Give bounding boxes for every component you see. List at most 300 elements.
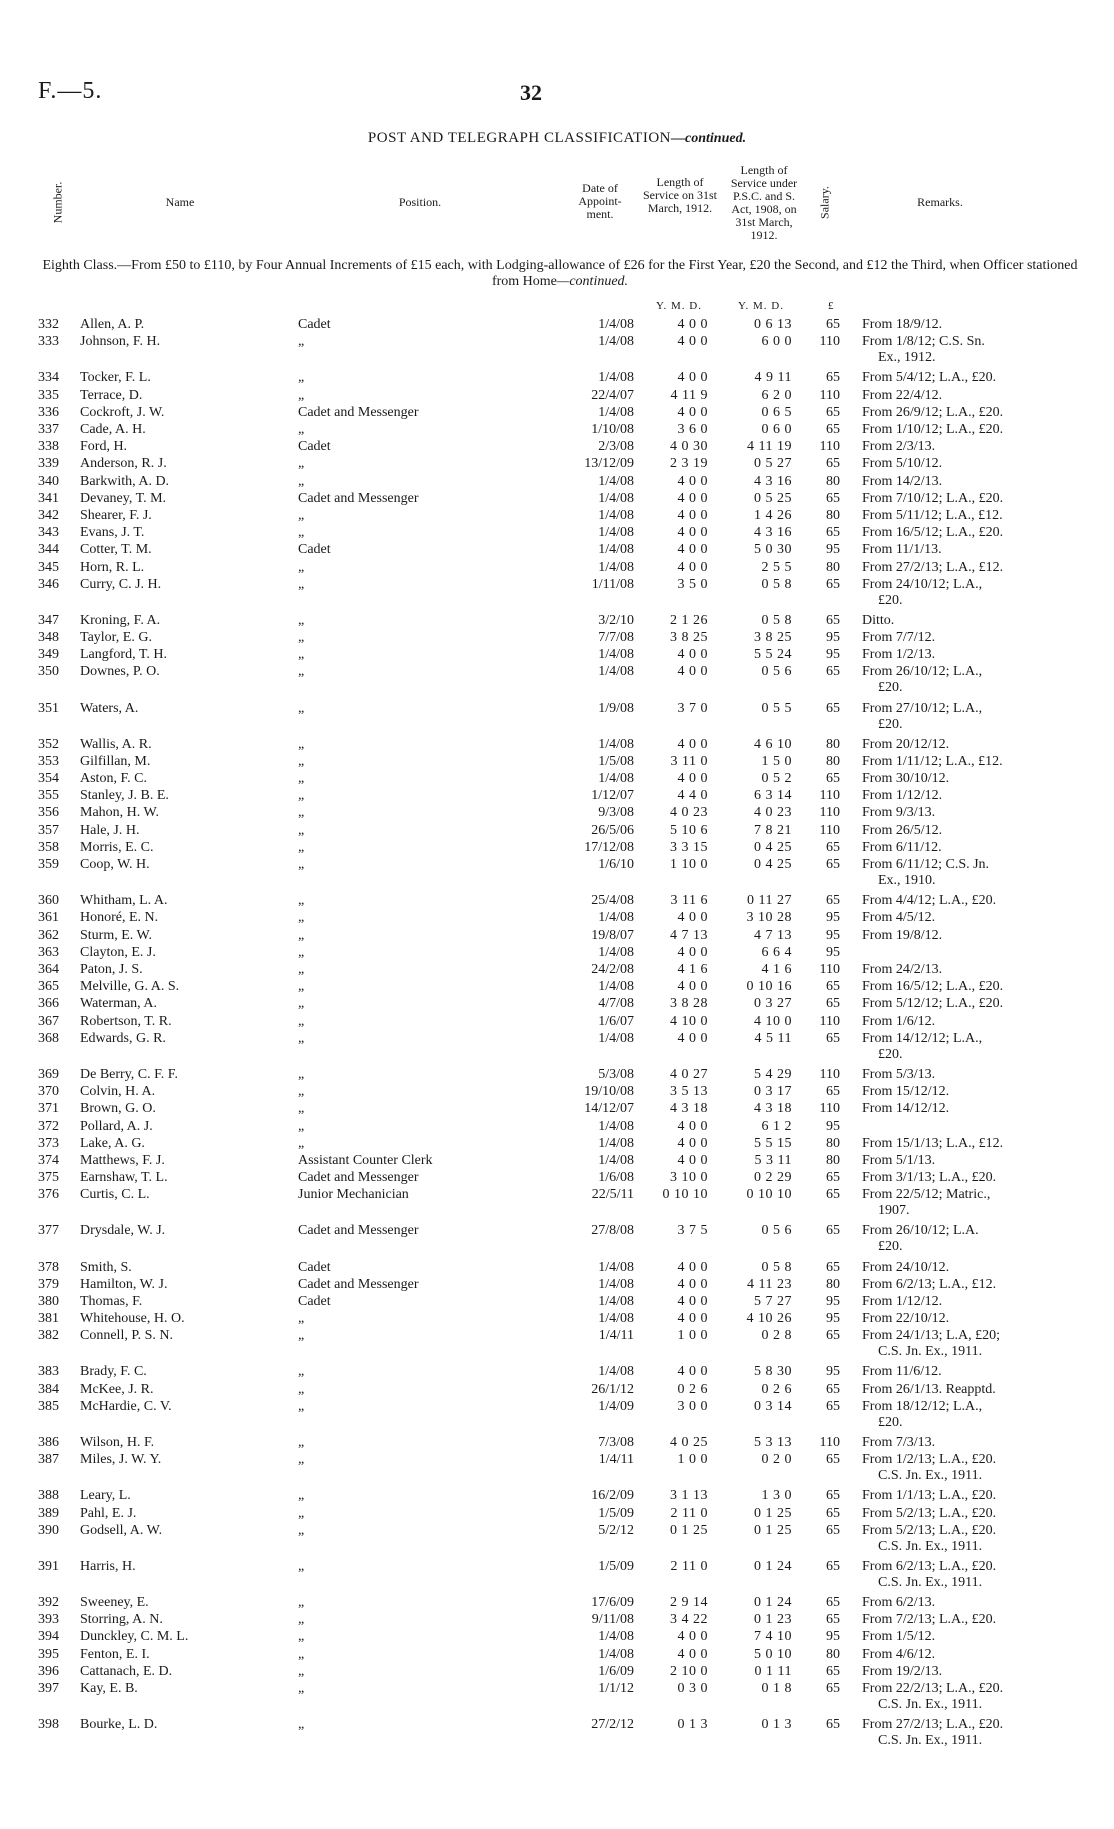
row-salary: 95 bbox=[826, 1629, 840, 1645]
row-number: 365 bbox=[38, 979, 59, 995]
row-service: 3 11 0 bbox=[670, 753, 708, 769]
row-remarks: From 5/3/13. bbox=[862, 1066, 936, 1082]
row-number: 379 bbox=[38, 1276, 59, 1292]
row-date: 1/6/08 bbox=[598, 1170, 634, 1186]
row-position: „ bbox=[298, 771, 305, 787]
row-number: 377 bbox=[38, 1223, 59, 1239]
row-service: 2 11 0 bbox=[670, 1558, 708, 1574]
row-service: 4 1 6 bbox=[677, 962, 708, 977]
row-service-psc: 1 4 26 bbox=[754, 507, 792, 523]
row-service: 3 5 13 bbox=[670, 1084, 708, 1100]
row-salary: 65 bbox=[826, 700, 840, 716]
row-salary: 110 bbox=[819, 962, 840, 977]
row-remarks-continued: £20. bbox=[878, 1046, 903, 1062]
row-salary: 65 bbox=[826, 1680, 840, 1696]
row-service: 4 0 0 bbox=[677, 507, 708, 523]
row-name: Connell, P. S. N. bbox=[80, 1328, 173, 1344]
row-salary: 110 bbox=[819, 1101, 840, 1117]
row-date: 1/4/09 bbox=[598, 1398, 634, 1414]
row-service-psc: 5 0 10 bbox=[754, 1646, 792, 1662]
row-service: 4 0 0 bbox=[677, 525, 708, 541]
row-name: Hamilton, W. J. bbox=[80, 1276, 168, 1292]
row-date: 13/12/09 bbox=[584, 456, 634, 472]
row-position: Junior Mechanician bbox=[298, 1187, 409, 1203]
column-header-position: Position. bbox=[398, 195, 442, 209]
row-service: 3 10 0 bbox=[670, 1170, 708, 1186]
row-number: 334 bbox=[38, 370, 59, 386]
row-service-psc: 4 11 19 bbox=[747, 439, 792, 455]
row-number: 349 bbox=[38, 647, 59, 663]
row-date: 9/11/08 bbox=[591, 1612, 634, 1628]
row-service: 4 0 23 bbox=[670, 805, 708, 821]
row-date: 1/4/08 bbox=[598, 944, 634, 960]
row-service: 4 0 0 bbox=[677, 1259, 708, 1275]
row-service: 4 0 0 bbox=[677, 1118, 708, 1134]
row-date: 1/4/08 bbox=[598, 404, 634, 420]
row-position: „ bbox=[298, 421, 305, 437]
row-remarks: From 6/2/13; L.A., £12. bbox=[862, 1276, 997, 1292]
row-remarks: From 15/12/12. bbox=[862, 1084, 950, 1100]
row-number: 374 bbox=[38, 1152, 59, 1168]
row-service-psc: 0 1 24 bbox=[754, 1558, 792, 1574]
row-name: Wilson, H. F. bbox=[80, 1435, 155, 1450]
row-service: 3 11 6 bbox=[670, 893, 708, 909]
row-service: 3 8 25 bbox=[670, 630, 708, 646]
row-number: 383 bbox=[38, 1364, 59, 1380]
row-position: „ bbox=[298, 559, 305, 575]
row-salary: 65 bbox=[826, 771, 840, 787]
row-name: Waterman, A. bbox=[80, 996, 158, 1012]
row-remarks: From 24/1/13; L.A, £20; bbox=[862, 1328, 1001, 1344]
row-position: „ bbox=[298, 1013, 305, 1029]
salary-pound-label: £ bbox=[828, 300, 835, 312]
row-number: 398 bbox=[38, 1717, 59, 1733]
row-date: 1/5/08 bbox=[598, 753, 634, 769]
row-service-psc: 0 6 0 bbox=[761, 421, 792, 437]
row-service-psc: 0 1 3 bbox=[761, 1717, 792, 1733]
row-remarks: From 16/5/12; L.A., £20. bbox=[862, 979, 1004, 995]
row-service-psc: 0 6 5 bbox=[761, 404, 792, 420]
row-name: Evans, J. T. bbox=[80, 525, 145, 541]
row-position: „ bbox=[298, 1522, 305, 1538]
row-date: 1/12/07 bbox=[591, 788, 634, 804]
row-date: 1/4/08 bbox=[598, 1030, 634, 1046]
row-service: 4 0 0 bbox=[677, 317, 708, 332]
row-position: „ bbox=[298, 1612, 305, 1628]
row-salary: 80 bbox=[826, 1152, 840, 1168]
row-remarks: From 1/1/13; L.A., £20. bbox=[862, 1488, 997, 1504]
row-position: „ bbox=[298, 1066, 305, 1082]
row-service: 4 0 0 bbox=[677, 979, 708, 995]
column-header-remarks: Remarks. bbox=[917, 195, 963, 209]
row-name: Shearer, F. J. bbox=[80, 507, 152, 523]
row-position: „ bbox=[298, 1030, 305, 1046]
row-salary: 65 bbox=[826, 1398, 840, 1414]
row-remarks: From 7/10/12; L.A., £20. bbox=[862, 490, 1004, 506]
row-salary: 110 bbox=[819, 1013, 840, 1029]
row-position: „ bbox=[298, 1505, 305, 1521]
row-service: 4 7 13 bbox=[670, 927, 708, 943]
row-remarks: From 7/3/13. bbox=[862, 1435, 936, 1450]
row-position: „ bbox=[298, 1381, 305, 1397]
row-name: Hale, J. H. bbox=[80, 822, 140, 838]
row-name: Ford, H. bbox=[80, 439, 128, 455]
row-position: Cadet bbox=[298, 317, 331, 332]
row-position: „ bbox=[298, 387, 305, 403]
row-name: Aston, F. C. bbox=[80, 771, 147, 787]
row-position: „ bbox=[298, 962, 305, 977]
row-remarks: From 5/11/12; L.A., £12. bbox=[862, 507, 1003, 523]
row-salary: 80 bbox=[826, 1135, 840, 1151]
row-number: 342 bbox=[38, 507, 59, 523]
row-name: Bourke, L. D. bbox=[80, 1717, 158, 1733]
row-name: Barkwith, A. D. bbox=[80, 473, 170, 489]
row-name: Pahl, E. J. bbox=[80, 1505, 137, 1521]
row-name: Kay, E. B. bbox=[80, 1680, 138, 1696]
row-number: 368 bbox=[38, 1030, 59, 1046]
row-number: 376 bbox=[38, 1187, 59, 1203]
row-salary: 80 bbox=[826, 1646, 840, 1662]
row-number: 370 bbox=[38, 1084, 59, 1100]
row-remarks: From 1/6/12. bbox=[862, 1013, 936, 1029]
row-service: 4 0 27 bbox=[670, 1066, 708, 1082]
row-remarks-continued: C.S. Jn. Ex., 1911. bbox=[878, 1696, 983, 1712]
row-service-psc: 4 3 18 bbox=[754, 1101, 792, 1117]
row-salary: 65 bbox=[826, 1328, 840, 1344]
row-date: 1/4/08 bbox=[598, 1276, 634, 1292]
row-remarks-continued: £20. bbox=[878, 680, 903, 696]
row-remarks: From 5/4/12; L.A., £20. bbox=[862, 370, 997, 386]
row-service: 4 0 0 bbox=[677, 370, 708, 386]
class-heading-text: Eighth Class.—From £50 to £110, by Four Annual Increments of £15 each, with Lodging-allowance of £26 for the First Year, £20 the Second, and £12 the Third, when Officer stationed from Home bbox=[42, 258, 1078, 289]
row-service: 4 0 0 bbox=[677, 559, 708, 575]
row-name: Robertson, T. R. bbox=[80, 1013, 172, 1029]
row-remarks: From 16/5/12; L.A., £20. bbox=[862, 525, 1004, 541]
row-salary: 65 bbox=[826, 1505, 840, 1521]
row-remarks: From 2/3/13. bbox=[862, 439, 936, 455]
row-number: 395 bbox=[38, 1646, 59, 1662]
row-service: 4 0 0 bbox=[677, 542, 708, 558]
row-remarks: From 5/2/13; L.A., £20. bbox=[862, 1505, 997, 1521]
row-name: Wallis, A. R. bbox=[80, 736, 152, 752]
class-heading bbox=[36, 258, 1084, 290]
row-salary: 65 bbox=[826, 893, 840, 909]
row-salary: 110 bbox=[819, 805, 840, 821]
title-text: POST AND TELEGRAPH CLASSIFICATION bbox=[367, 130, 671, 146]
row-remarks: From 1/12/12. bbox=[862, 788, 943, 804]
row-salary: 65 bbox=[826, 525, 840, 541]
row-date: 1/4/11 bbox=[598, 1328, 634, 1344]
row-remarks-continued: £20. bbox=[878, 592, 903, 608]
row-remarks: From 30/10/12. bbox=[862, 771, 950, 787]
row-number: 348 bbox=[38, 630, 59, 646]
row-service-psc: 6 0 0 bbox=[761, 334, 792, 350]
row-date: 1/4/08 bbox=[598, 1152, 634, 1168]
row-position: Cadet and Messenger bbox=[298, 404, 419, 420]
row-name: Dunckley, C. M. L. bbox=[80, 1629, 189, 1645]
row-salary: 110 bbox=[819, 822, 840, 838]
row-service-psc: 0 3 14 bbox=[754, 1398, 792, 1414]
row-position: „ bbox=[298, 1663, 305, 1679]
row-service-psc: 0 2 6 bbox=[761, 1381, 792, 1397]
row-remarks: From 22/4/12. bbox=[862, 387, 943, 403]
row-salary: 95 bbox=[826, 647, 840, 663]
row-name: Melville, G. A. S. bbox=[80, 979, 180, 995]
row-service-psc: 0 4 25 bbox=[754, 839, 792, 855]
row-service: 3 7 0 bbox=[677, 700, 708, 716]
row-salary: 80 bbox=[826, 1276, 840, 1292]
row-service-psc: 4 3 16 bbox=[754, 525, 792, 541]
row-service-psc: 5 5 24 bbox=[754, 647, 792, 663]
row-salary: 80 bbox=[826, 736, 840, 752]
row-salary: 110 bbox=[819, 439, 840, 455]
row-number: 359 bbox=[38, 857, 59, 873]
row-service: 2 9 14 bbox=[670, 1594, 708, 1610]
row-position: Assistant Counter Clerk bbox=[298, 1152, 433, 1168]
row-remarks: From 26/10/12; L.A. bbox=[862, 1223, 979, 1239]
row-service: 3 5 0 bbox=[677, 576, 708, 592]
row-remarks: From 7/2/13; L.A., £20. bbox=[862, 1612, 997, 1628]
row-remarks: From 1/10/12; L.A., £20. bbox=[862, 421, 1004, 437]
row-name: Drysdale, W. J. bbox=[80, 1223, 166, 1239]
row-service-psc: 0 2 8 bbox=[761, 1328, 792, 1344]
row-remarks-continued: £20. bbox=[878, 1414, 903, 1430]
row-number: 353 bbox=[38, 753, 59, 769]
row-number: 333 bbox=[38, 334, 59, 350]
row-service-psc: 0 5 6 bbox=[761, 1223, 792, 1239]
row-name: Coop, W. H. bbox=[80, 857, 150, 873]
row-date: 1/11/08 bbox=[591, 576, 634, 592]
row-position: „ bbox=[298, 944, 305, 960]
row-service: 4 3 18 bbox=[670, 1101, 708, 1117]
row-date: 1/4/08 bbox=[598, 334, 634, 350]
row-service-psc: 4 10 26 bbox=[746, 1311, 792, 1327]
row-service-psc: 3 8 25 bbox=[754, 630, 792, 646]
row-service-psc: 2 5 5 bbox=[761, 559, 792, 575]
row-salary: 65 bbox=[826, 1522, 840, 1538]
row-number: 344 bbox=[38, 542, 59, 558]
row-name: Cattanach, E. D. bbox=[80, 1663, 173, 1679]
row-name: Cade, A. H. bbox=[80, 421, 146, 437]
row-position: „ bbox=[298, 1435, 305, 1450]
row-remarks: From 27/2/13; L.A., £20. bbox=[862, 1717, 1004, 1733]
row-remarks-continued: C.S. Jn. Ex., 1911. bbox=[878, 1574, 983, 1590]
row-service-psc: 0 5 8 bbox=[761, 612, 792, 628]
row-position: „ bbox=[298, 647, 305, 663]
row-position: „ bbox=[298, 1680, 305, 1696]
class-heading-suffix: —continued. bbox=[556, 274, 629, 289]
row-date: 14/12/07 bbox=[584, 1101, 634, 1117]
row-salary: 95 bbox=[826, 910, 840, 926]
row-date: 1/4/08 bbox=[598, 736, 634, 752]
row-remarks: From 6/11/12; C.S. Jn. bbox=[862, 857, 990, 873]
row-salary: 65 bbox=[826, 996, 840, 1012]
row-remarks-continued: C.S. Jn. Ex., 1911. bbox=[878, 1538, 983, 1554]
row-name: Godsell, A. W. bbox=[80, 1522, 163, 1538]
row-number: 343 bbox=[38, 525, 59, 541]
row-service: 0 1 25 bbox=[670, 1522, 708, 1538]
row-number: 352 bbox=[38, 736, 59, 752]
row-service-psc: 0 1 25 bbox=[754, 1505, 792, 1521]
row-name: Taylor, E. G. bbox=[80, 630, 152, 646]
row-position: „ bbox=[298, 893, 305, 909]
row-number: 369 bbox=[38, 1066, 59, 1082]
column-header-salary: Salary. bbox=[817, 186, 832, 219]
row-name: Johnson, F. H. bbox=[80, 334, 161, 350]
row-number: 382 bbox=[38, 1328, 59, 1344]
row-position: „ bbox=[298, 370, 305, 386]
row-remarks-continued: C.S. Jn. Ex., 1911. bbox=[878, 1468, 983, 1484]
row-service: 4 0 0 bbox=[677, 1311, 708, 1327]
row-date: 26/1/12 bbox=[591, 1381, 634, 1397]
row-remarks: From 24/10/12; L.A., bbox=[862, 576, 983, 592]
row-service-psc: 5 8 30 bbox=[754, 1364, 792, 1380]
row-service: 0 10 10 bbox=[662, 1187, 708, 1203]
row-service: 4 0 30 bbox=[670, 439, 708, 455]
row-remarks: From 19/8/12. bbox=[862, 927, 943, 943]
row-name: Sweeney, E. bbox=[80, 1594, 149, 1610]
row-date: 1/6/10 bbox=[598, 857, 634, 873]
page-number: 32 bbox=[520, 80, 542, 105]
row-position: „ bbox=[298, 473, 305, 489]
row-salary: 110 bbox=[819, 1066, 840, 1082]
row-date: 22/5/11 bbox=[591, 1187, 634, 1203]
row-salary: 65 bbox=[826, 1488, 840, 1504]
row-service: 4 0 0 bbox=[677, 1135, 708, 1151]
row-remarks: From 19/2/13. bbox=[862, 1663, 943, 1679]
row-service: 1 10 0 bbox=[670, 857, 708, 873]
row-name: Pollard, A. J. bbox=[80, 1118, 153, 1134]
row-service-psc: 1 5 0 bbox=[761, 753, 792, 769]
row-service-psc: 0 10 10 bbox=[746, 1187, 792, 1203]
row-number: 347 bbox=[38, 612, 59, 628]
row-service: 2 1 26 bbox=[670, 612, 708, 628]
row-name: Horn, R. L. bbox=[80, 559, 145, 575]
row-remarks: From 9/3/13. bbox=[862, 805, 936, 821]
row-service: 1 0 0 bbox=[677, 1452, 708, 1468]
row-date: 1/4/08 bbox=[598, 979, 634, 995]
row-service-psc: 0 11 27 bbox=[747, 893, 792, 909]
row-name: Smith, S. bbox=[80, 1259, 132, 1275]
row-position: „ bbox=[298, 1364, 305, 1380]
row-service-psc: 6 6 4 bbox=[761, 944, 792, 960]
row-date: 17/6/09 bbox=[591, 1594, 634, 1610]
row-position: „ bbox=[298, 1311, 305, 1327]
row-name: Brown, G. O. bbox=[80, 1101, 156, 1117]
row-salary: 65 bbox=[826, 1452, 840, 1468]
row-number: 392 bbox=[38, 1594, 59, 1610]
row-position: Cadet and Messenger bbox=[298, 490, 419, 506]
row-name: Devaney, T. M. bbox=[80, 490, 167, 506]
row-remarks: From 24/2/13. bbox=[862, 962, 943, 977]
row-remarks: From 27/10/12; L.A., bbox=[862, 700, 983, 716]
row-service-psc: 4 6 10 bbox=[754, 736, 792, 752]
column-header-date: Date of Appoint-ment. bbox=[578, 181, 622, 221]
row-name: Harris, H. bbox=[80, 1558, 136, 1574]
row-number: 372 bbox=[38, 1118, 59, 1134]
row-service-psc: 7 4 10 bbox=[754, 1629, 792, 1645]
row-date: 22/4/07 bbox=[591, 387, 634, 403]
row-name: Storring, A. N. bbox=[80, 1612, 163, 1628]
row-remarks: From 26/1/13. Reapptd. bbox=[862, 1381, 996, 1397]
row-salary: 65 bbox=[826, 456, 840, 472]
row-number: 373 bbox=[38, 1135, 59, 1151]
row-position: „ bbox=[298, 1398, 305, 1414]
row-salary: 95 bbox=[826, 944, 840, 960]
row-date: 1/5/09 bbox=[598, 1558, 634, 1574]
row-date: 5/2/12 bbox=[598, 1522, 634, 1538]
row-position: „ bbox=[298, 805, 305, 821]
row-salary: 65 bbox=[826, 1717, 840, 1733]
row-position: Cadet bbox=[298, 542, 331, 558]
row-number: 391 bbox=[38, 1558, 59, 1574]
row-salary: 65 bbox=[826, 1259, 840, 1275]
row-date: 3/2/10 bbox=[598, 612, 634, 628]
row-remarks: From 18/12/12; L.A., bbox=[862, 1398, 983, 1414]
row-position: „ bbox=[298, 334, 305, 350]
row-remarks: From 5/1/13. bbox=[862, 1152, 936, 1168]
row-service: 4 0 0 bbox=[677, 473, 708, 489]
row-remarks-continued: C.S. Jn. Ex., 1911. bbox=[878, 1344, 983, 1360]
row-number: 355 bbox=[38, 788, 59, 804]
row-service-psc: 0 1 24 bbox=[754, 1594, 792, 1610]
row-salary: 80 bbox=[826, 507, 840, 523]
row-service-psc: 0 1 8 bbox=[761, 1680, 792, 1696]
row-number: 397 bbox=[38, 1680, 59, 1696]
row-service-psc: 5 4 29 bbox=[754, 1066, 792, 1082]
row-number: 335 bbox=[38, 387, 59, 403]
row-service: 4 0 0 bbox=[677, 1364, 708, 1380]
row-service: 2 3 19 bbox=[670, 456, 708, 472]
row-number: 358 bbox=[38, 839, 59, 855]
row-date: 1/9/08 bbox=[598, 700, 634, 716]
row-remarks: From 6/11/12. bbox=[862, 839, 942, 855]
row-service-psc: 4 5 11 bbox=[754, 1030, 792, 1046]
row-number: 360 bbox=[38, 893, 59, 909]
row-date: 5/3/08 bbox=[598, 1066, 634, 1082]
row-remarks: From 22/2/13; L.A., £20. bbox=[862, 1680, 1004, 1696]
row-number: 362 bbox=[38, 927, 59, 943]
row-position: „ bbox=[298, 1101, 305, 1117]
row-name: Cotter, T. M. bbox=[80, 542, 152, 558]
row-service: 4 0 0 bbox=[677, 944, 708, 960]
row-service-psc: 0 2 29 bbox=[754, 1170, 792, 1186]
row-remarks-continued: 1907. bbox=[878, 1203, 910, 1219]
row-name: Whitehouse, H. O. bbox=[80, 1311, 185, 1327]
row-number: 337 bbox=[38, 421, 59, 437]
row-date: 1/1/12 bbox=[598, 1680, 634, 1696]
row-position: „ bbox=[298, 576, 305, 592]
row-salary: 65 bbox=[826, 421, 840, 437]
row-date: 1/6/09 bbox=[598, 1663, 634, 1679]
row-name: Gilfillan, M. bbox=[80, 753, 151, 769]
row-service-psc: 0 1 23 bbox=[754, 1612, 792, 1628]
row-date: 1/4/08 bbox=[598, 490, 634, 506]
row-service-psc: 0 3 27 bbox=[754, 996, 792, 1012]
row-position: Cadet and Messenger bbox=[298, 1276, 419, 1292]
row-remarks: From 26/9/12; L.A., £20. bbox=[862, 404, 1004, 420]
row-date: 1/4/11 bbox=[598, 1452, 634, 1468]
row-salary: 95 bbox=[826, 1293, 840, 1309]
row-date: 26/5/06 bbox=[591, 822, 634, 838]
row-remarks: From 3/1/13; L.A., £20. bbox=[862, 1170, 997, 1186]
row-position: „ bbox=[298, 1328, 305, 1344]
row-number: 393 bbox=[38, 1612, 59, 1628]
row-service-psc: 0 2 0 bbox=[761, 1452, 792, 1468]
row-date: 4/7/08 bbox=[598, 996, 634, 1012]
row-salary: 65 bbox=[826, 1030, 840, 1046]
row-salary: 65 bbox=[826, 1663, 840, 1679]
